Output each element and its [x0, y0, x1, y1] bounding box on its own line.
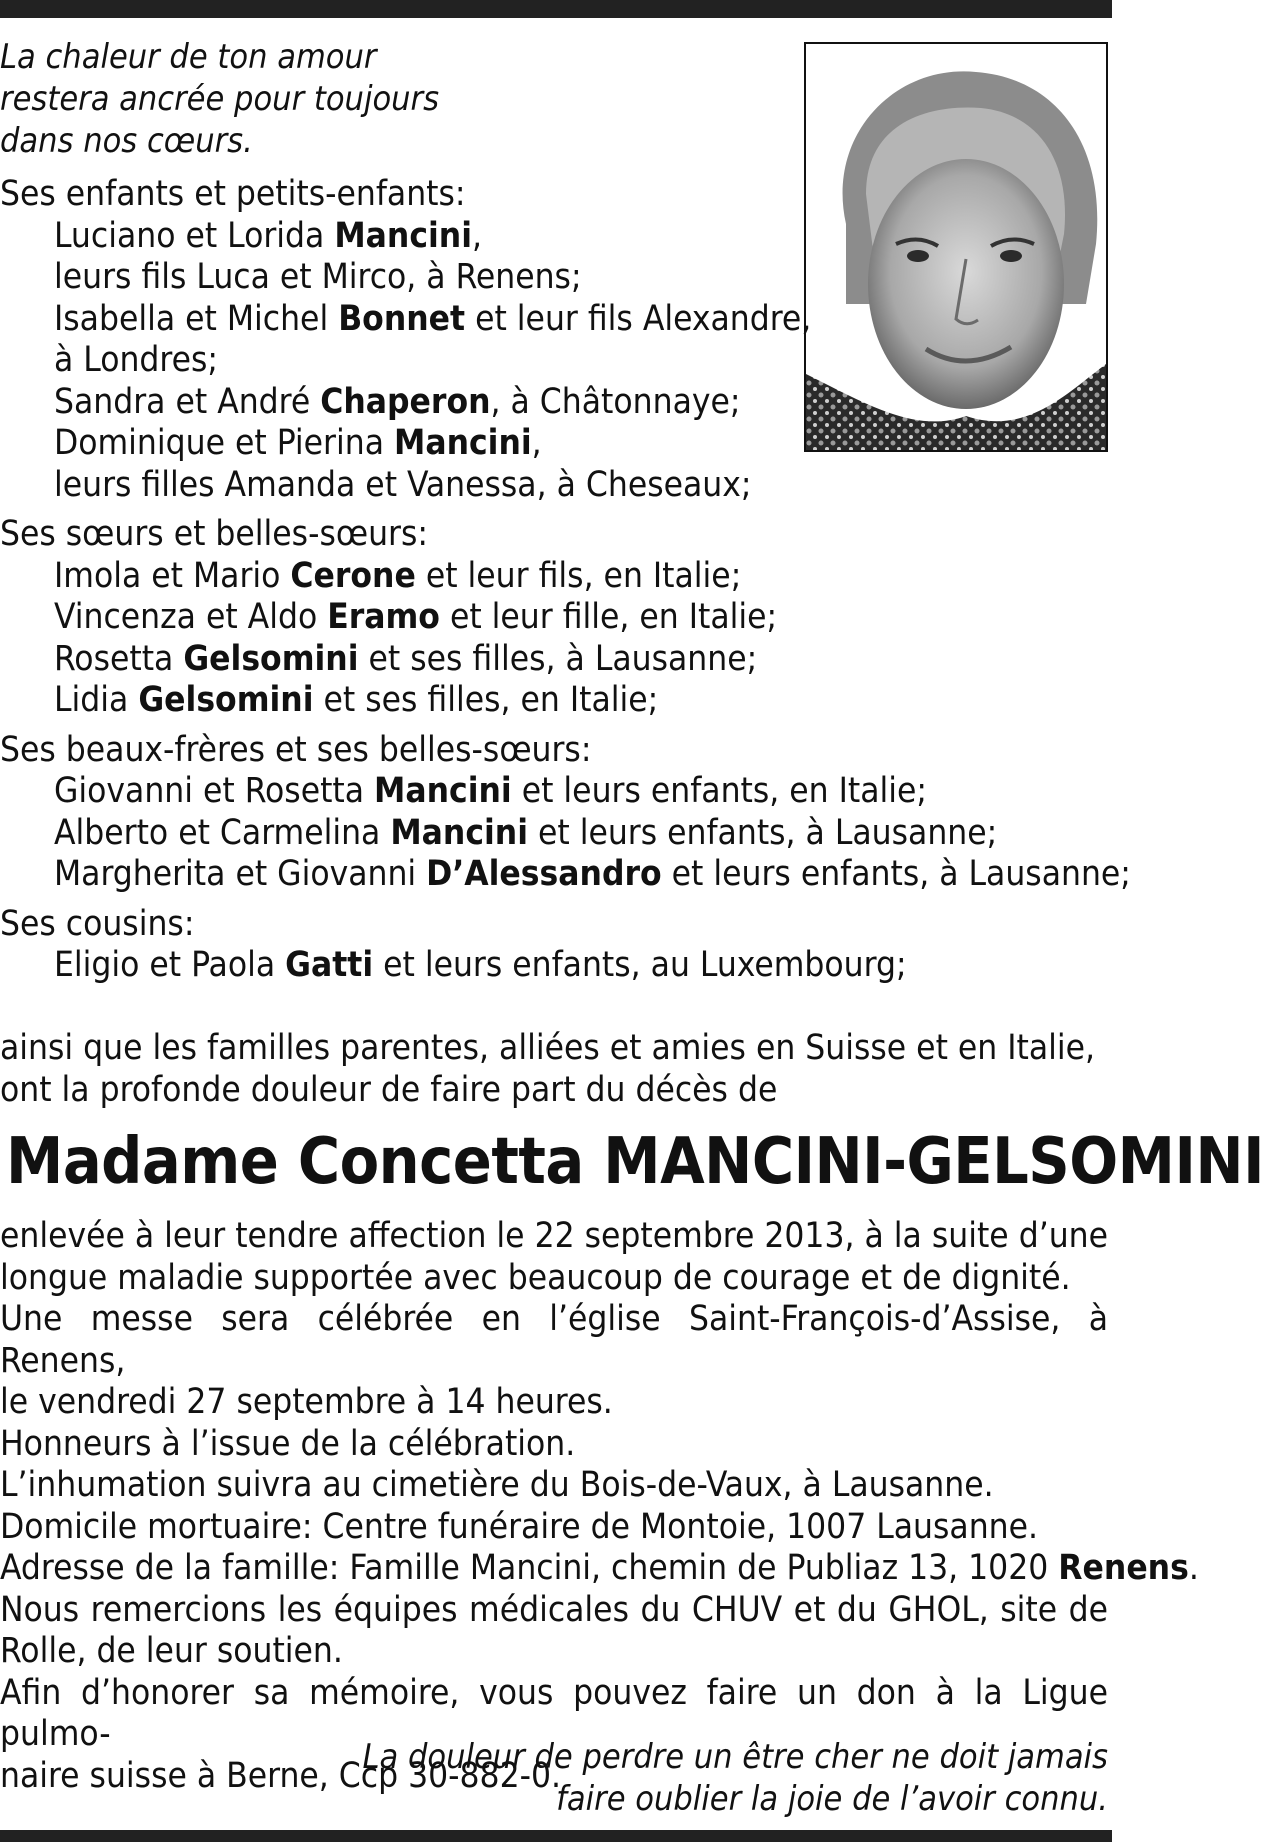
group-heading: Ses enfants et petits-enfants:	[0, 174, 466, 214]
family-line: Rosetta Gelsomini et ses filles, à Lausanne;	[54, 638, 758, 679]
epigraph-line: La chaleur de ton amour	[0, 37, 377, 77]
closing-line: ont la profonde douleur de faire part du décès de	[0, 1069, 778, 1110]
family-line: Sandra et André Chaperon, à Châtonnaye;	[54, 381, 741, 422]
notice-body	[0, 1216, 1199, 1797]
family-line: Margherita et Giovanni D’Alessandro et leurs enfants, à Lausanne;	[54, 854, 1131, 894]
deceased-name: Madame Concetta MANCINI-GELSOMINI	[6, 1125, 1264, 1199]
body-line: le vendredi 27 septembre à 14 heures.	[0, 1382, 613, 1422]
body-line: Une messe sera célébrée en l’église Saint-François-d’Assise, à Renens,	[0, 1299, 1108, 1381]
body-line: Rolle, de leur soutien.	[0, 1631, 343, 1671]
group-heading: Ses cousins:	[0, 903, 195, 944]
body-line: Honneurs à l’issue de la célébration.	[0, 1423, 576, 1464]
family-line: Lidia Gelsomini et ses filles, en Italie;	[54, 680, 659, 720]
family-line: Giovanni et Rosetta Mancini et leurs enfants, en Italie;	[54, 771, 928, 811]
family-line: Imola et Mario Cerone et leur fils, en Italie;	[54, 555, 742, 596]
family-groups	[0, 174, 1131, 995]
body-line: Afin d’honorer sa mémoire, vous pouvez faire un don à la Ligue pulmo-	[0, 1672, 1108, 1754]
body-line: naire suisse à Berne, Ccp 30-882-0.	[0, 1755, 561, 1796]
body-line: Domicile mortuaire: Centre funéraire de Montoie, 1007 Lausanne.	[0, 1506, 1039, 1547]
family-line: Dominique et Pierina Mancini,	[54, 423, 542, 463]
body-line: Nous remercions les équipes médicales du CHUV et du GHOL, site de	[0, 1589, 1108, 1630]
group-sisters	[0, 514, 1108, 722]
closing-quote-line: La douleur de perdre un être cher ne doit jamais	[362, 1737, 1108, 1777]
group-in-laws	[0, 729, 1131, 896]
group-heading: Ses sœurs et belles-sœurs:	[0, 514, 428, 554]
family-line: Isabella et Michel Bonnet et leur fils Alexandre,	[54, 298, 812, 339]
closing-announcement	[0, 1028, 1108, 1111]
top-rule	[0, 0, 1112, 18]
closing-line: ainsi que les familles parentes, alliées et amies en Suisse et en Italie,	[0, 1028, 1096, 1068]
epigraph	[0, 36, 760, 162]
group-cousins	[0, 904, 1108, 987]
body-line: enlevée à leur tendre affection le 22 septembre 2013, à la suite d’une	[0, 1216, 1108, 1256]
family-line: leurs fils Luca et Mirco, à Renens;	[54, 257, 582, 297]
closing-quote	[208, 1736, 1108, 1820]
group-children	[0, 174, 1108, 506]
closing-quote-line: faire oublier la joie de l’avoir connu.	[556, 1779, 1108, 1819]
bottom-rule	[0, 1830, 1112, 1842]
epigraph-line: dans nos cœurs.	[0, 121, 253, 161]
family-line: Vincenza et Aldo Eramo et leur fille, en Italie;	[54, 597, 778, 637]
family-line: à Londres;	[54, 340, 218, 380]
family-line: Alberto et Carmelina Mancini et leurs enfants, à Lausanne;	[54, 812, 998, 853]
family-line: Eligio et Paola Gatti et leurs enfants, au Luxembourg;	[54, 945, 907, 985]
body-line: L’inhumation suivra au cimetière du Bois-de-Vaux, à Lausanne.	[0, 1465, 994, 1505]
body-line: longue maladie supportée avec beaucoup de courage et de dignité.	[0, 1257, 1071, 1298]
family-line: leurs filles Amanda et Vanessa, à Cheseaux;	[54, 464, 752, 505]
epigraph-line: restera ancrée pour toujours	[0, 79, 440, 119]
body-line: Adresse de la famille: Famille Mancini, chemin de Publiaz 13, 1020 Renens.	[0, 1548, 1199, 1588]
family-line: Luciano et Lorida Mancini,	[54, 215, 482, 256]
group-heading: Ses beaux-frères et ses belles-sœurs:	[0, 729, 592, 770]
